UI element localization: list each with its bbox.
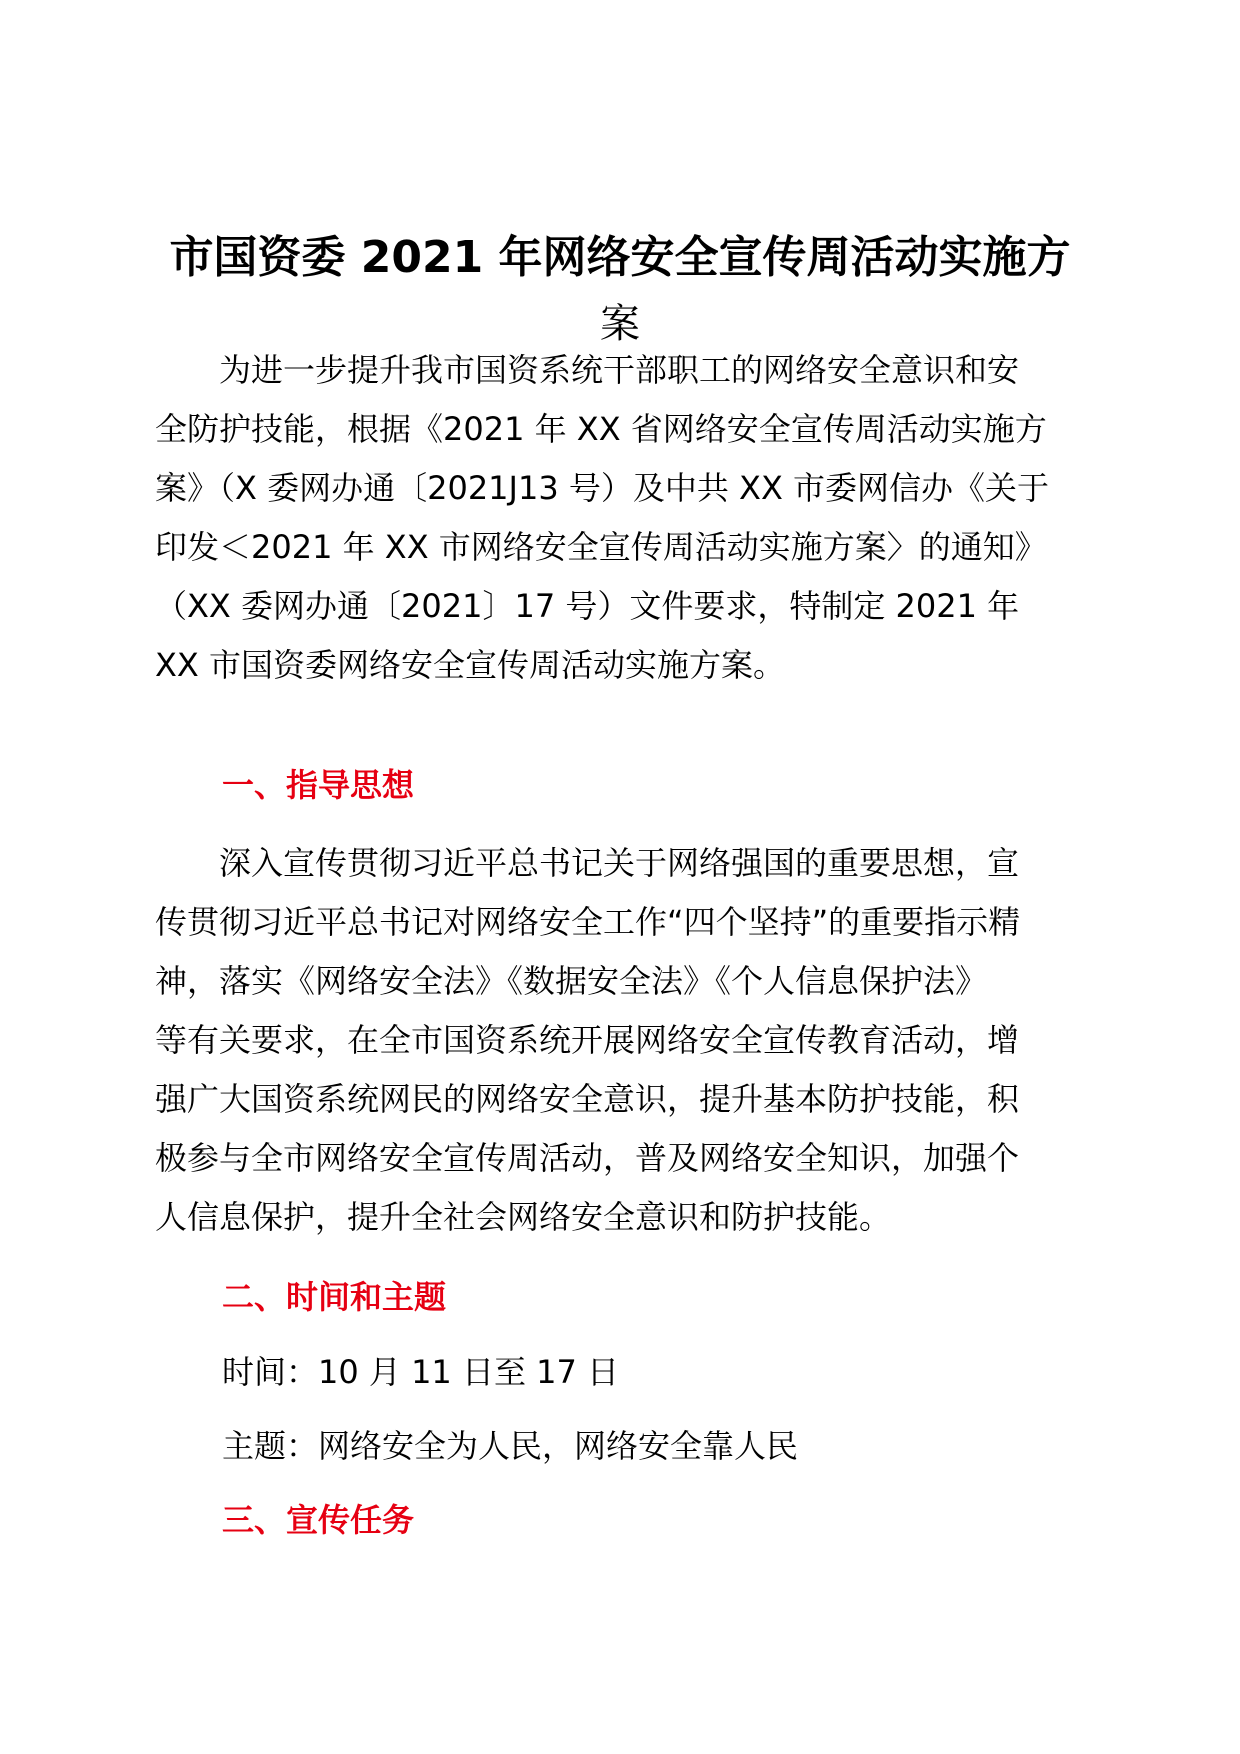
- text-line: 传贯彻习近平总书记对网络安全工作“四个坚持”的重要指示精: [155, 903, 1021, 941]
- text-line: 全防护技能，根据《2021 年 XX 省网络安全宣传周活动实施方: [155, 410, 1047, 448]
- section-heading-time-and-theme: 二、时间和主题: [222, 1278, 447, 1316]
- text-line: 强广大国资系统网民的网络安全意识，提升基本防护技能，积: [155, 1080, 1020, 1118]
- section-heading-guiding-ideology: 一、指导思想: [222, 766, 415, 804]
- text-line: 极参与全市网络安全宣传周活动，普及网络安全知识，加强个: [155, 1139, 1020, 1177]
- document-title-continuation: 案: [600, 301, 640, 347]
- document-title: 市国资委 2021 年网络安全宣传周活动实施方: [169, 232, 1071, 283]
- time-line: 时间：10 月 11 日至 17 日: [222, 1353, 620, 1391]
- text-line: 深入宣传贯彻习近平总书记关于网络强国的重要思想，宣: [155, 844, 1020, 882]
- section-heading-publicity-tasks: 三、宣传任务: [222, 1501, 415, 1539]
- text-line: 印发＜2021 年 XX 市网络安全宣传周活动实施方案〉的通知》: [155, 528, 1047, 566]
- text-line: 人信息保护，提升全社会网络安全意识和防护技能。: [155, 1198, 892, 1236]
- text-line: XX 市国资委网络安全宣传周活动实施方案。: [155, 646, 786, 684]
- text-line: 为进一步提升我市国资系统干部职工的网络安全意识和安: [155, 351, 1020, 389]
- theme-line: 主题：网络安全为人民，网络安全靠人民: [222, 1427, 799, 1465]
- guiding-ideology-paragraph: [155, 834, 1087, 1247]
- text-line: 等有关要求，在全市国资系统开展网络安全宣传教育活动，增: [155, 1021, 1020, 1059]
- text-line: 神，落实《网络安全法》《数据安全法》《个人信息保护法》: [155, 962, 988, 1000]
- intro-paragraph: [155, 341, 1087, 695]
- text-line: 案》（X 委网办通〔2021J13 号）及中共 XX 市委网信办《关于: [155, 469, 1050, 507]
- text-line: （XX 委网办通〔2021〕17 号）文件要求，特制定 2021 年: [155, 587, 1020, 625]
